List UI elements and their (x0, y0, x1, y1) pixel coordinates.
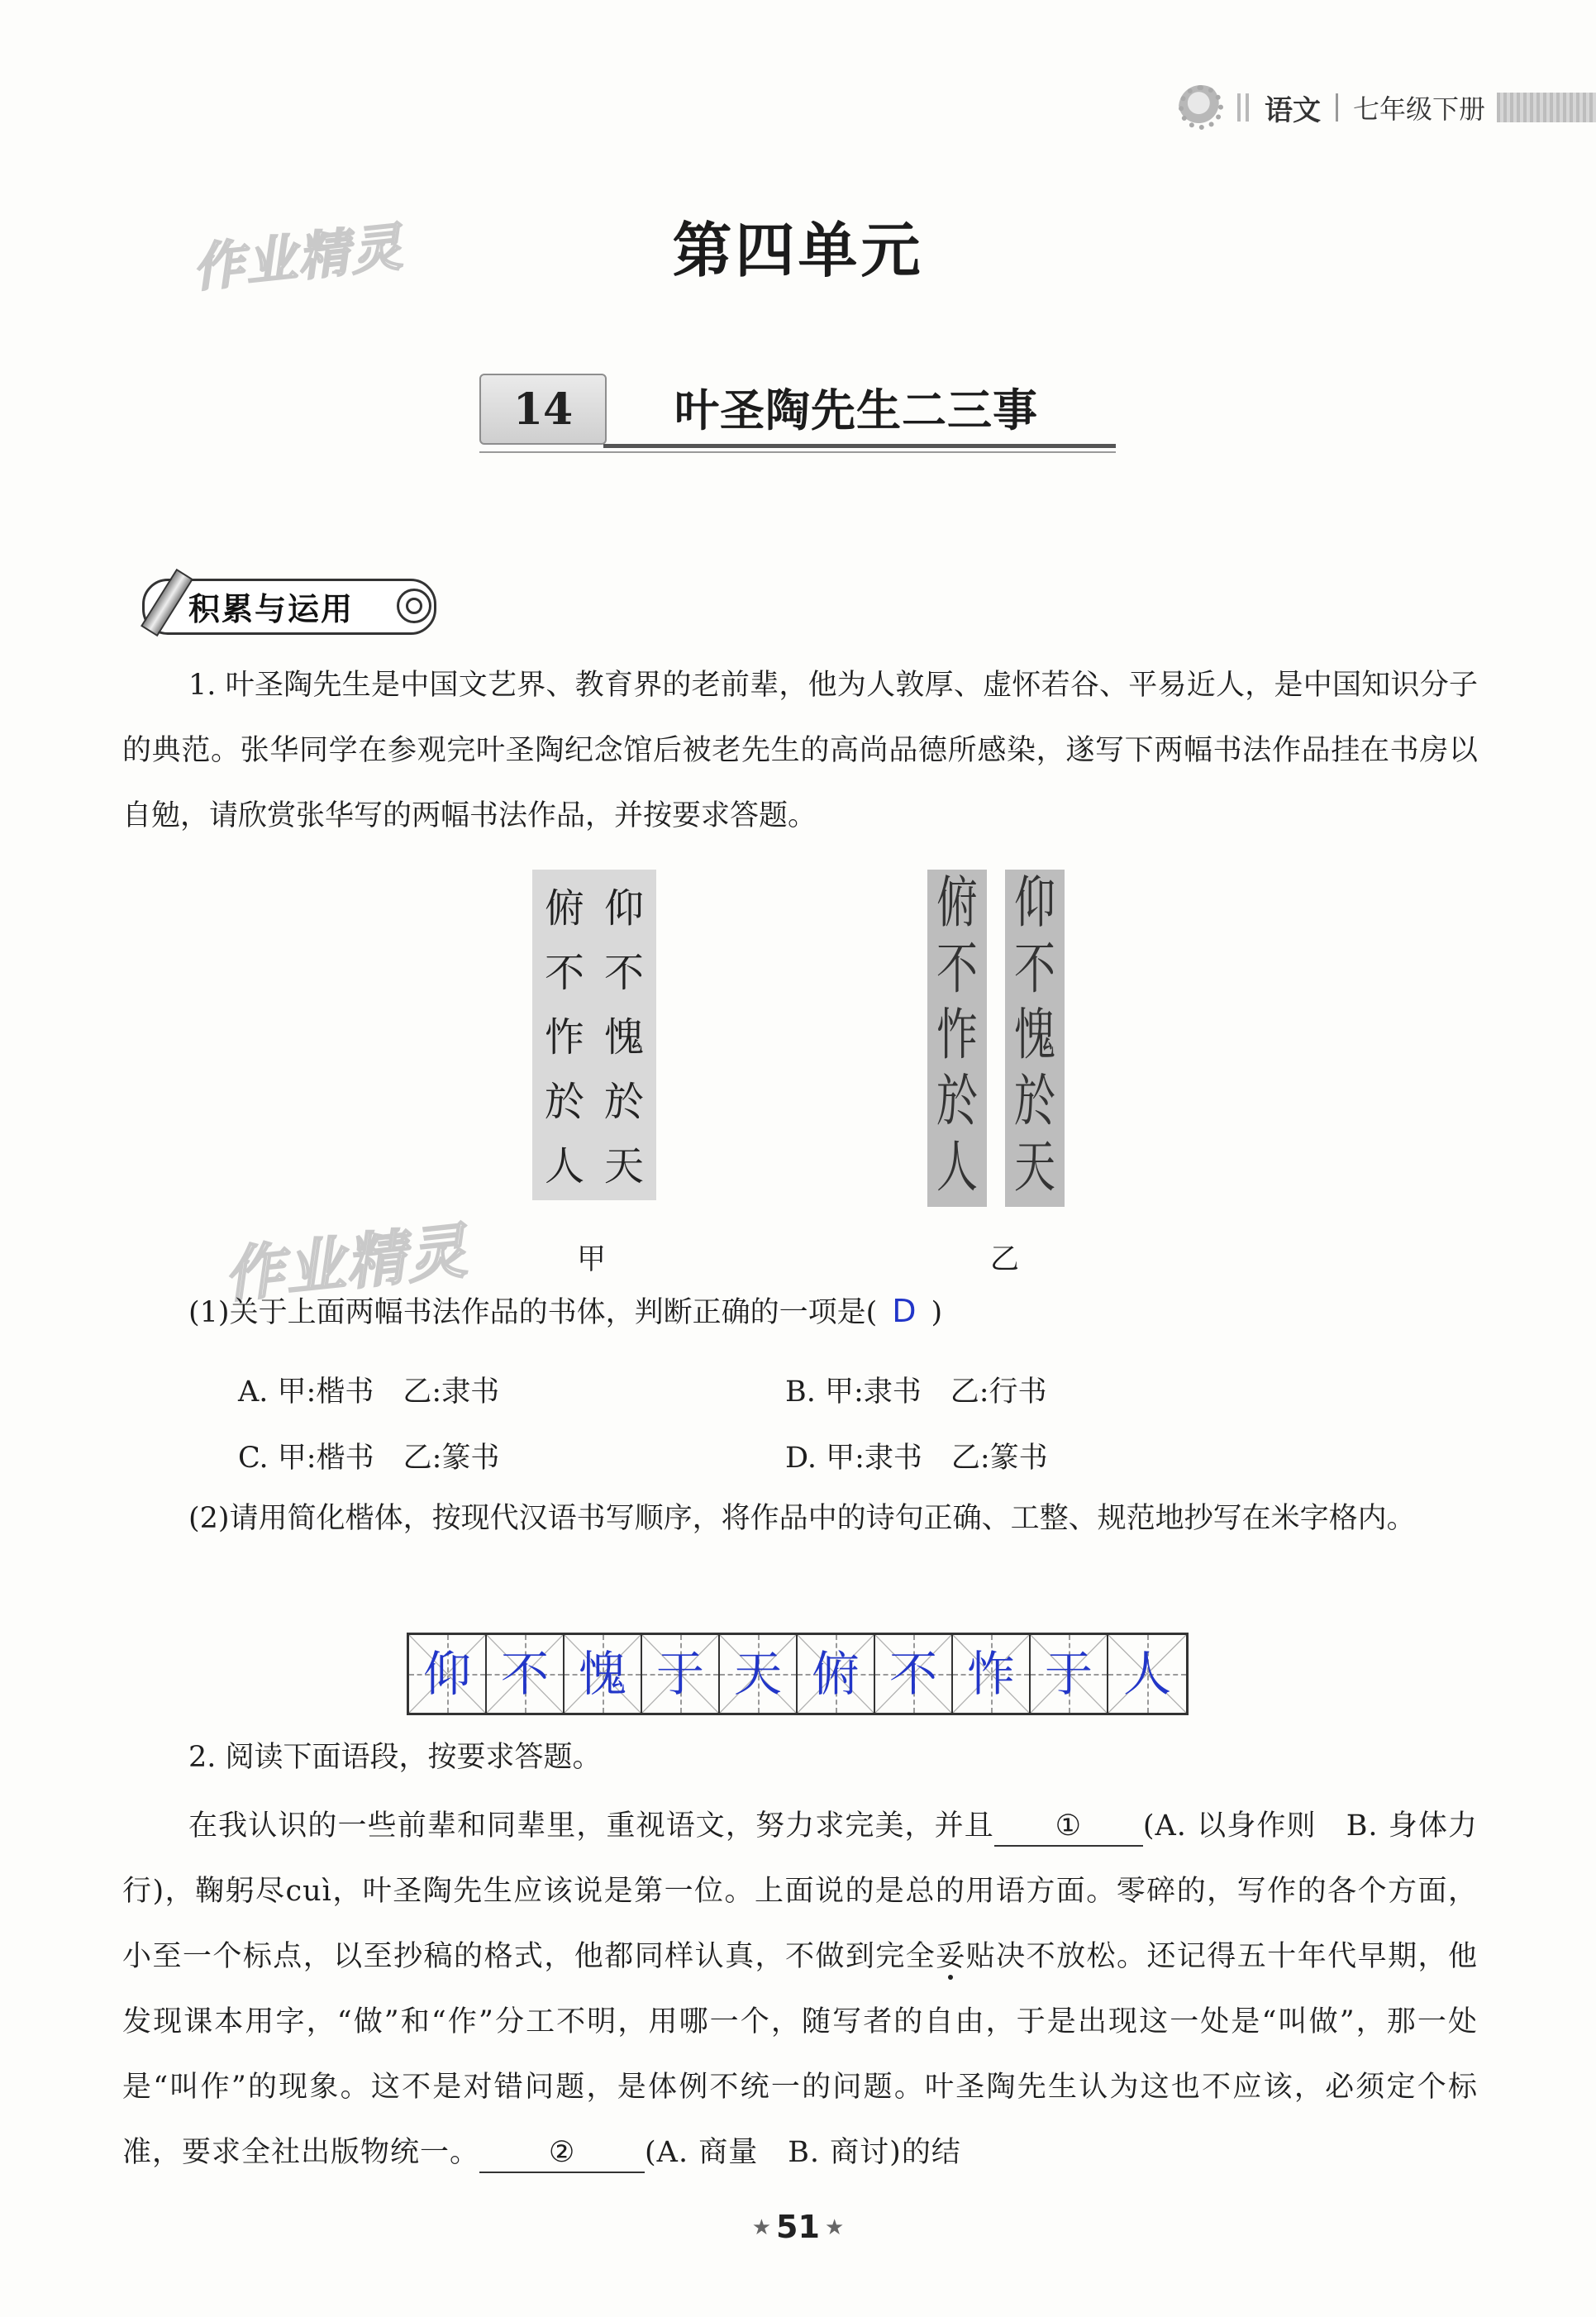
calligraphy-char: 俯 (936, 870, 978, 936)
passage-text: (A. 商量 B. 商讨)的结 (645, 2136, 961, 2169)
divider (603, 444, 1116, 448)
header-decoration (1497, 93, 1596, 122)
calligraphy-char: 不 (1014, 936, 1055, 1002)
sub-question-1-suffix: ) (931, 1296, 943, 1329)
question-2-passage (122, 1794, 1478, 2186)
section-label: 积累与运用 (188, 591, 355, 627)
calligraphy-char: 不 (936, 936, 978, 1002)
grid-char: 俯 (811, 1646, 860, 1702)
watermark: 作业精灵 (221, 1215, 472, 1311)
divider (1336, 93, 1338, 122)
grid-cell (565, 1635, 642, 1713)
caption-yi: 乙 (990, 1243, 1020, 1276)
calligraphy-jia (532, 870, 656, 1200)
calligraphy-yi (926, 870, 1066, 1207)
blank-2: ② (479, 2133, 645, 2173)
calligraphy-char: 於 (936, 1068, 978, 1134)
grid-char: 愧 (578, 1646, 626, 1702)
calligraphy-char: 於 (603, 1079, 644, 1125)
grid-cell (953, 1635, 1031, 1713)
question-2-title: 2. 阅读下面语段，按要求答题。 (188, 1741, 602, 1774)
calligraphy-char: 人 (544, 1143, 584, 1189)
calligraphy-yi-left-column (927, 870, 987, 1207)
grid-char: 怍 (966, 1646, 1015, 1702)
option-c: C. 甲:楷书 乙:篆书 (238, 1442, 500, 1475)
grid-char: 于 (655, 1646, 704, 1702)
page-header (1179, 83, 1596, 132)
calligraphy-char: 怍 (544, 1014, 584, 1061)
grid-char: 不 (889, 1646, 937, 1702)
passage-text: 在我认识的一些前辈和同辈里，重视语文，努力求完美，并且 (188, 1809, 994, 1843)
unit-title: 第四单元 (672, 216, 924, 285)
mizi-grid (407, 1633, 1189, 1715)
header-grade: 七年级下册 (1352, 93, 1485, 125)
calligraphy-char: 於 (1014, 1068, 1055, 1134)
sun-icon (1179, 85, 1223, 130)
emphasis-char: 妥 (936, 1940, 966, 1973)
calligraphy-char: 怍 (936, 1002, 978, 1068)
grid-cell (1108, 1635, 1186, 1713)
calligraphy-jia-right-column (595, 876, 653, 1199)
grid-char: 仰 (422, 1646, 471, 1702)
passage-text: 贴决不放松。还记得五十年代早期，他发现课本用字，“做”和“作”分工不明，用哪一个，随写者的自由，于是出现这一处是“叫做”，那一处是“叫作”的现象。这不是对错问题，是体例不统一的问题。叶圣陶先生认为这也不应该，必须定个标准，要求全社出版物统一。 (122, 1940, 1478, 2169)
divider (1237, 93, 1241, 122)
grid-cell (875, 1635, 953, 1713)
calligraphy-char: 仰 (1014, 870, 1055, 936)
option-a: A. 甲:楷书 乙:隶书 (238, 1375, 500, 1409)
calligraphy-char: 天 (603, 1143, 644, 1189)
calligraphy-char: 天 (1014, 1134, 1055, 1200)
section-tag (132, 570, 438, 638)
grid-char: 天 (733, 1646, 782, 1702)
passage-text: (A. 以身作则 B. 身体力行)，鞠躬尽cuì，叶圣陶先生应该说是第一位。上面说的是总的用语方面。零碎的，写作的各个方面，小至一个标点，以至抄稿的格式，他都同样认真，不做到完全 (122, 1809, 1478, 1973)
calligraphy-char: 於 (544, 1079, 584, 1125)
calligraphy-char: 愧 (1014, 1002, 1055, 1068)
sub-question-1-prefix: (1)关于上面两幅书法作品的书体，判断正确的一项是( (188, 1296, 878, 1329)
watermark: 作业精灵 (189, 216, 407, 299)
divider (479, 451, 1116, 453)
calligraphy-char: 仰 (603, 885, 644, 932)
calligraphy-char: 俯 (544, 885, 584, 932)
grid-char: 于 (1044, 1646, 1093, 1702)
calligraphy-char: 人 (936, 1134, 978, 1200)
calligraphy-jia-left-column (536, 876, 593, 1199)
question-1-text: 1. 叶圣陶先生是中国文艺界、教育界的老前辈，他为人敦厚、虚怀若谷、平易近人，是中国知识分子的典范。张华同学在参观完叶圣陶纪念馆后被老先生的高尚品德所感染，遂写下两幅书法作品挂在书房以自勉，请欣赏张华写的两幅书法作品，并按要求答题。 (122, 669, 1478, 832)
star-icon: ★ (824, 2215, 845, 2240)
grid-cell (487, 1635, 565, 1713)
ring-icon (397, 589, 431, 623)
page-number-text: 51 (776, 2209, 820, 2245)
option-b: B. 甲:隶书 乙:行书 (785, 1375, 1047, 1409)
header-subject: 语文 (1264, 93, 1321, 127)
grid-char: 人 (1122, 1646, 1171, 1702)
sub-question-1 (188, 1290, 942, 1331)
calligraphy-char: 愧 (603, 1014, 644, 1061)
star-icon: ★ (751, 2215, 772, 2240)
grid-cell (798, 1635, 875, 1713)
grid-char: 不 (500, 1646, 549, 1702)
sub-question-2: (2)请用简化楷体，按现代汉语书写顺序，将作品中的诗句正确、工整、规范地抄写在米字格内。 (188, 1502, 1416, 1535)
grid-cell (642, 1635, 720, 1713)
calligraphy-yi-right-column (1005, 870, 1065, 1207)
grid-cell (1031, 1635, 1108, 1713)
grid-cell (720, 1635, 798, 1713)
calligraphy-char: 不 (603, 950, 644, 996)
caption-jia: 甲 (577, 1243, 607, 1276)
lesson-title: 叶圣陶先生二三事 (674, 384, 1038, 436)
option-d: D. 甲:隶书 乙:篆书 (785, 1442, 1048, 1475)
lesson-banner (479, 374, 1116, 453)
lesson-number: 14 (479, 374, 607, 445)
answer-choice: D (892, 1293, 917, 1329)
blank-1: ① (994, 1807, 1143, 1847)
calligraphy-char: 不 (544, 950, 584, 996)
page-number (0, 2209, 1596, 2245)
grid-cell (409, 1635, 487, 1713)
divider (1246, 93, 1249, 122)
